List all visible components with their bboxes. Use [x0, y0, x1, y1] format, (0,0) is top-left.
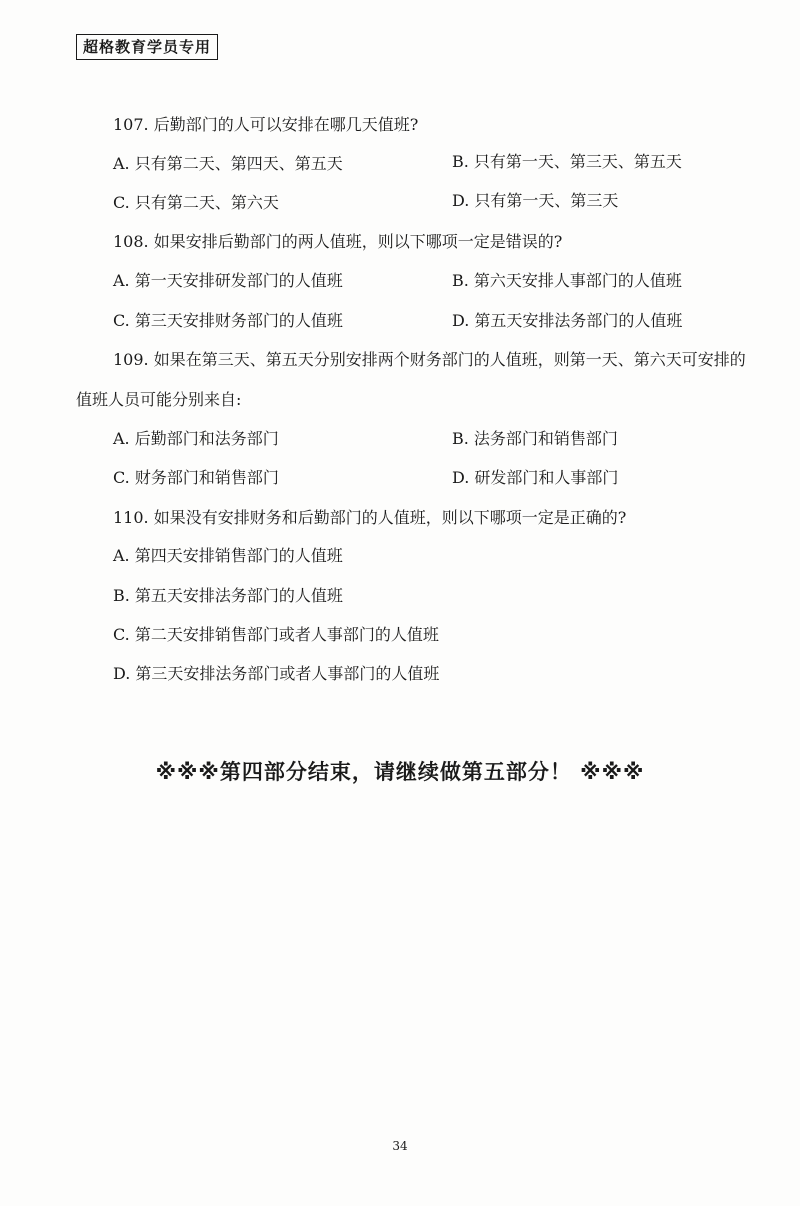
question-109-option-c: C. 财务部门和销售部门 [113, 468, 279, 487]
question-108-option-a: A. 第一天安排研发部门的人值班 [113, 271, 343, 290]
question-110-option-a: A. 第四天安排销售部门的人值班 [113, 546, 343, 565]
question-110-option-d: D. 第三天安排法务部门或者人事部门的人值班 [113, 664, 440, 683]
question-107-option-b: B. 只有第一天、第三天、第五天 [452, 152, 682, 171]
section-end-banner: ※※※第四部分结束，请继续做第五部分！ ※※※ [155, 760, 645, 784]
question-110-option-b: B. 第五天安排法务部门的人值班 [113, 586, 343, 605]
question-108-stem: 108. 如果安排后勤部门的两人值班，则以下哪项一定是错误的? [113, 232, 563, 251]
question-107-option-a: A. 只有第二天、第四天、第五天 [113, 154, 343, 173]
question-109-option-a: A. 后勤部门和法务部门 [113, 429, 279, 448]
question-108-option-b: B. 第六天安排人事部门的人值班 [452, 271, 682, 290]
header-label: 超格教育学员专用 [76, 34, 218, 60]
question-107-option-d: D. 只有第一天、第三天 [452, 191, 619, 210]
question-109-option-d: D. 研发部门和人事部门 [452, 468, 619, 487]
question-109-stem-continued: 值班人员可能分别来自: [76, 390, 242, 409]
question-108-option-c: C. 第三天安排财务部门的人值班 [113, 311, 343, 330]
question-109-option-b: B. 法务部门和销售部门 [452, 429, 618, 448]
question-110-option-c: C. 第二天安排销售部门或者人事部门的人值班 [113, 625, 439, 644]
question-108-option-d: D. 第五天安排法务部门的人值班 [452, 311, 683, 330]
question-110-stem: 110. 如果没有安排财务和后勤部门的人值班，则以下哪项一定是正确的? [113, 508, 627, 527]
question-107-stem: 107. 后勤部门的人可以安排在哪几天值班? [113, 115, 419, 134]
question-109-stem: 109. 如果在第三天、第五天分别安排两个财务部门的人值班，则第一天、第六天可安排的 [113, 350, 746, 369]
page-number: 34 [392, 1139, 408, 1153]
question-107-option-c: C. 只有第二天、第六天 [113, 193, 279, 212]
